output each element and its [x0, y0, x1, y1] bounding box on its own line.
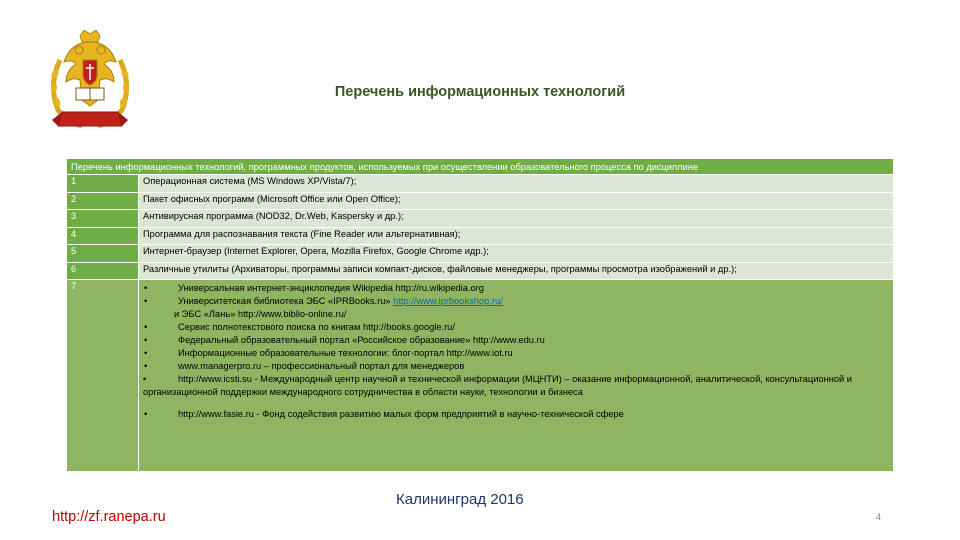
table-row: [67, 210, 894, 228]
row-number: 6: [67, 262, 139, 280]
table-row: [67, 192, 894, 210]
page-number: 4: [876, 512, 882, 522]
row-number: 3: [67, 210, 139, 228]
table-row: [67, 280, 894, 472]
list-item: • Универсальная интернет-энциклопедия Wikipedia http://ru.wikipedia.org: [144, 283, 484, 293]
row-text: Интернет-браузер (Internet Explorer, Opera, Mozilla Firefox, Google Chrome идр.);: [139, 245, 894, 263]
row-number: 2: [67, 192, 139, 210]
table-row: [67, 262, 894, 280]
row-number: 1: [67, 175, 139, 193]
table-row: [67, 227, 894, 245]
row-text: Пакет офисных программ (Microsoft Office или Open Office);: [139, 192, 894, 210]
row-number: 5: [67, 245, 139, 263]
table-header: Перечень информационных технологий, программных продуктов, используемых при осуществлении образовательного процесса по дисциплине: [67, 159, 894, 175]
city-year: Калининград 2016: [396, 491, 524, 508]
row-text: Операционная система (MS Windows XP/Vista/7);: [139, 175, 894, 193]
row-text: Программа для распознавания текста (Fine Reader или альтернативная);: [139, 227, 894, 245]
ranepa-coat-of-arms-icon: [46, 30, 134, 134]
table-row: [67, 175, 894, 193]
list-item: • Сервис полнотекстового поиска по книгам http://books.google.ru/: [144, 322, 455, 332]
list-item: • Университетская библиотека ЭБС «IPRBooks.ru» http://www.iprbookshop.ru/: [144, 296, 503, 306]
row-number: 4: [67, 227, 139, 245]
table-row: [67, 245, 894, 263]
row-text: Антивирусная программа (NOD32, Dr.Web, Kaspersky и др.);: [139, 210, 894, 228]
resource-list: [139, 280, 894, 472]
iprbookshop-link[interactable]: http://www.iprbookshop.ru/: [393, 296, 503, 306]
row-number: 7: [67, 280, 139, 472]
list-item: • http://www.fasie.ru - Фонд содействия развитию малых форм предприятий в научно-технической сфере: [144, 409, 624, 419]
list-item: и ЭБС «Лань» http://www.biblio-online.ru/: [174, 309, 347, 319]
list-item: • Информационные образовательные технологии: блог-портал http://www.iot.ru: [144, 348, 513, 358]
page-title: Перечень информационных технологий: [334, 84, 626, 100]
list-item: • http://www.icsti.su - Международный центр научной и технической информации (МЦНТИ) – оказание информационной, аналитической, консультационной и организационной поддержки международного сотрудничества в области науки, технологии и бизнеса: [143, 374, 852, 397]
row-text: Различные утилиты (Архиваторы, программы записи компакт-дисков, файловые менеджеры, программы просмотра изображений и др.);: [139, 262, 894, 280]
ranepa-emblem: [46, 30, 134, 134]
technology-table: [66, 158, 894, 472]
list-item: • www.managerpro.ru – профессиональный портал для менеджеров: [144, 361, 465, 371]
site-url-link[interactable]: http://zf.ranepa.ru: [52, 509, 166, 525]
list-item: • Федеральный образовательный портал «Российское образование» http://www.edu.ru: [144, 335, 545, 345]
